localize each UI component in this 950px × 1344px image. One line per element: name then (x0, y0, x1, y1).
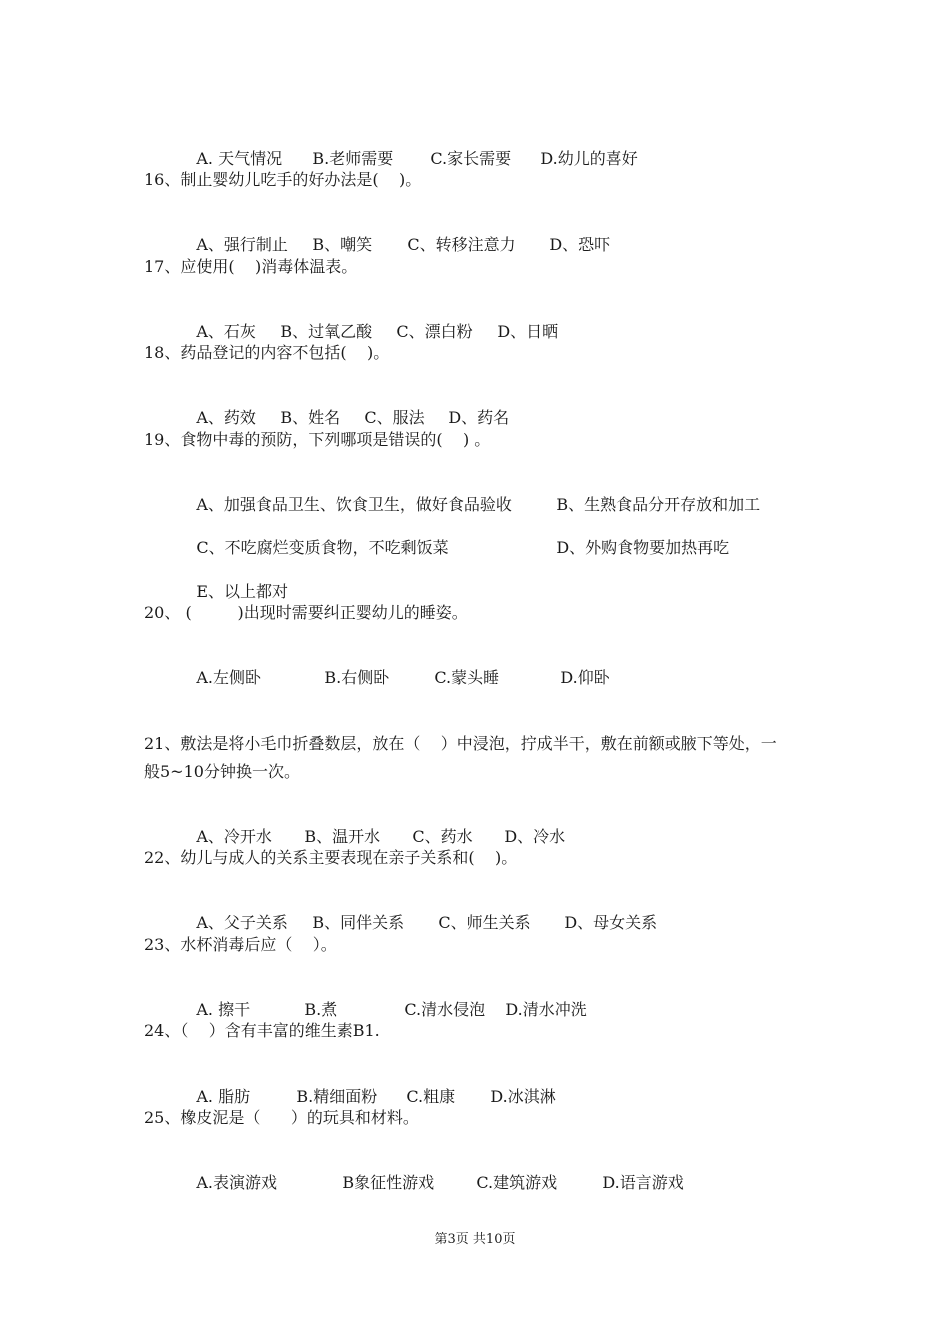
option-a: A、药效 (196, 408, 256, 427)
option-a: A. 天气情况 (196, 149, 283, 168)
option-d: D、药名 (448, 408, 510, 427)
option-b: B、过氧乙酸 (280, 322, 373, 341)
option-b: B象征性游戏 (342, 1173, 435, 1192)
option-a: A、石灰 (196, 322, 256, 341)
question-18-stem: 18、药品登记的内容不包括( )。 (144, 343, 390, 362)
option-c: C、漂白粉 (396, 322, 473, 341)
question-19-stem: 19、食物中毒的预防，下列哪项是错误的( ) 。 (144, 430, 491, 449)
option-c: C.家长需要 (430, 149, 512, 168)
option-d: D.幼儿的喜好 (540, 149, 638, 168)
page-footer: 第3页 共10页 (434, 1232, 516, 1247)
option-b: B、嘲笑 (312, 235, 373, 254)
option-a: A、冷开水 (196, 827, 272, 846)
option-d: D.清水冲洗 (505, 1000, 587, 1019)
option-c: C、药水 (412, 827, 473, 846)
option-a: A.左侧卧 (196, 668, 261, 687)
option-b: B.右侧卧 (324, 668, 390, 687)
option-a: A、加强食品卫生、饮食卫生，做好食品验收 (196, 495, 512, 514)
option-c: C.蒙头睡 (434, 668, 500, 687)
option-a: A、父子关系 (196, 913, 288, 932)
option-d: D、恐吓 (549, 235, 611, 254)
question-16-stem: 16、制止婴幼儿吃手的好办法是( )。 (144, 170, 422, 189)
option-c: C、服法 (364, 408, 425, 427)
question-20-stem: 20、 ( )出现时需要纠正婴幼儿的睡姿。 (144, 603, 468, 622)
question-17-stem: 17、应使用( )消毒体温表。 (144, 257, 358, 276)
option-c: C、转移注意力 (407, 235, 516, 254)
question-23-stem: 23、水杯消毒后应（ ）。 (144, 935, 337, 954)
option-b: B.老师需要 (312, 149, 394, 168)
option-c: C.清水侵泡 (404, 1000, 486, 1019)
option-b: B.煮 (304, 1000, 338, 1019)
option-c: C、师生关系 (438, 913, 531, 932)
option-b: B、温开水 (304, 827, 381, 846)
option-a: A、强行制止 (196, 235, 288, 254)
question-22-stem: 22、幼儿与成人的关系主要表现在亲子关系和( )。 (144, 848, 518, 867)
option-b: B、同伴关系 (312, 913, 405, 932)
option-c: C、不吃腐烂变质食物，不吃剩饭菜 (196, 538, 449, 557)
option-b: B、生熟食品分开存放和加工 (556, 495, 761, 514)
option-e: E、以上都对 (196, 582, 289, 601)
option-a: A. 脂肪 (196, 1087, 251, 1106)
option-a: A. 擦干 (196, 1000, 251, 1019)
question-20-options (176, 645, 610, 711)
option-b: B、姓名 (280, 408, 341, 427)
option-d: D、日晒 (497, 322, 559, 341)
option-d: D.仰卧 (560, 668, 610, 687)
option-c: C.建筑游戏 (476, 1173, 558, 1192)
question-25-stem: 25、橡皮泥是（ ）的玩具和材料。 (144, 1108, 419, 1127)
option-d: D.语言游戏 (602, 1173, 684, 1192)
option-d: D、母女关系 (564, 913, 658, 932)
option-a: A.表演游戏 (196, 1173, 277, 1192)
option-d: D、冷水 (504, 827, 566, 846)
question-24-stem: 24、（ ）含有丰富的维生素B1. (144, 1021, 380, 1040)
option-d: D.冰淇淋 (490, 1087, 556, 1106)
question-21-stem-line1: 21、敷法是将小毛巾折叠数层，放在（ ）中浸泡，拧成半干，敷在前额或腋下等处，一 (144, 734, 777, 753)
question-21-stem-line2: 般5~10分钟换一次。 (144, 762, 300, 781)
option-c: C.粗康 (406, 1087, 456, 1106)
option-b: B.精细面粉 (296, 1087, 378, 1106)
question-25-options (176, 1150, 684, 1216)
option-d: D、外购食物要加热再吃 (556, 538, 730, 557)
